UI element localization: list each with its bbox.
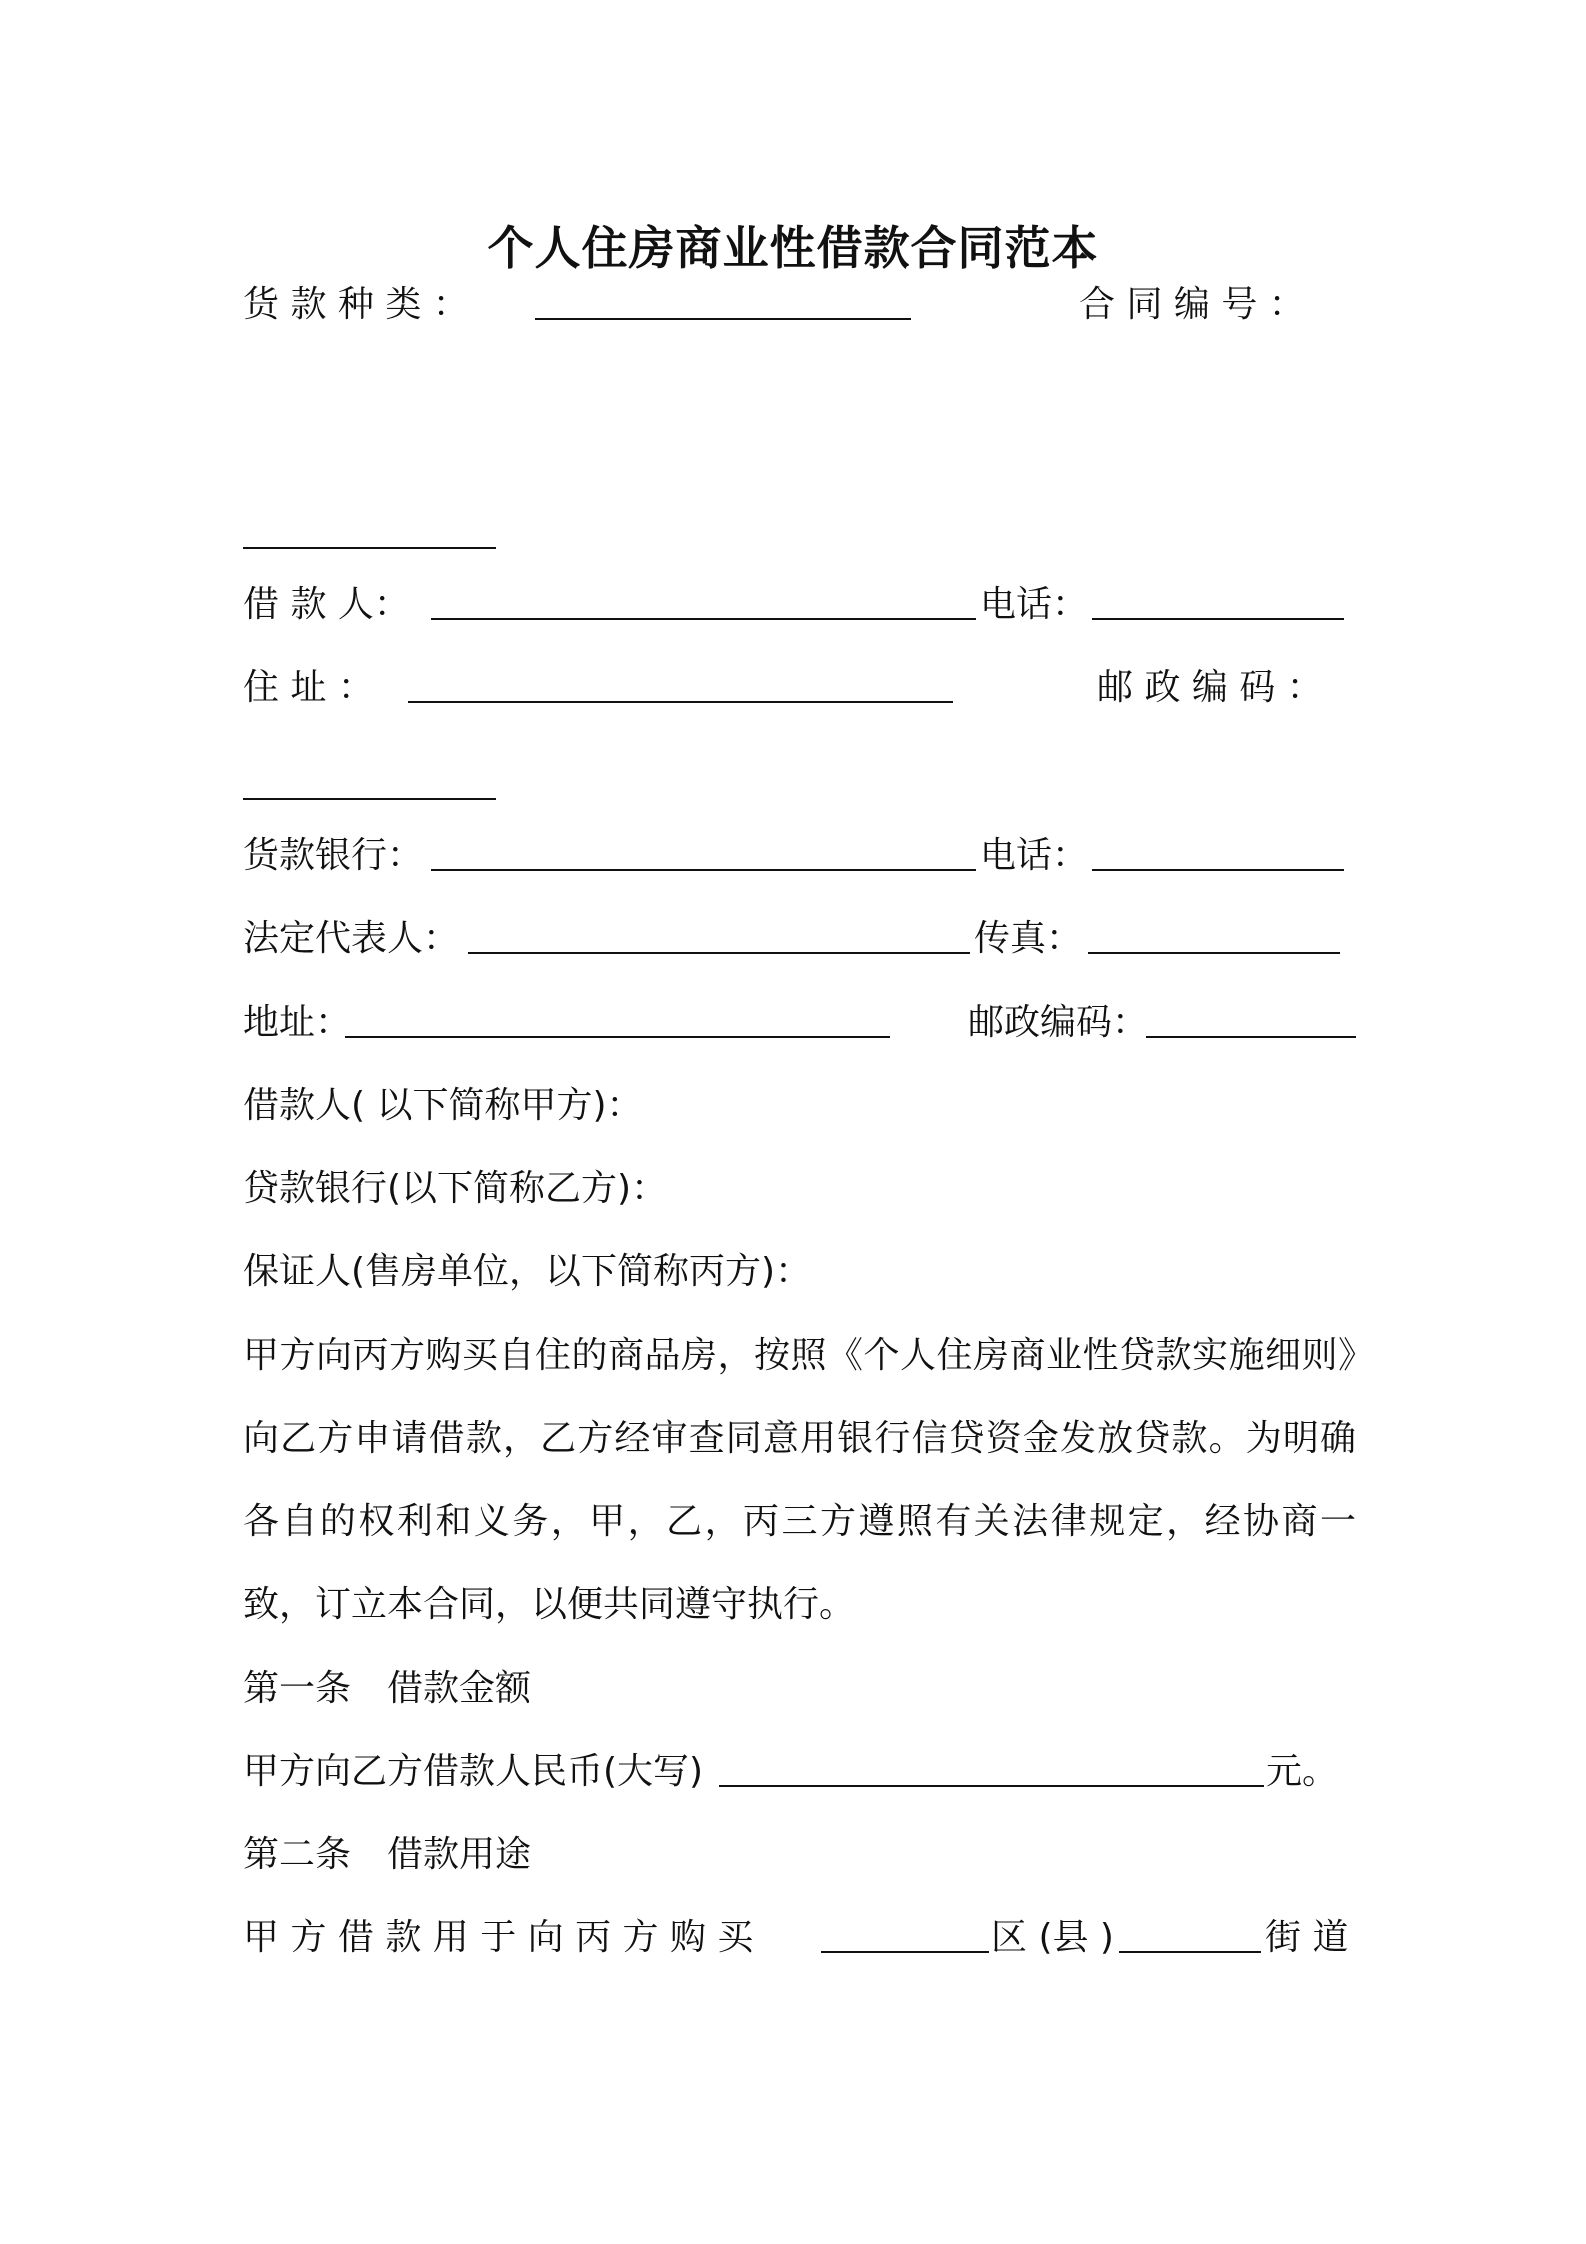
fax-blank[interactable] <box>1088 952 1340 954</box>
row-postcode-continued <box>243 756 1356 806</box>
row-legal-representative <box>243 914 1356 964</box>
bank-postcode-label: 邮政编码： <box>968 1002 1149 1043</box>
row-contract-number-continued <box>243 505 1356 555</box>
postcode-label: 邮 政 编 码 ： <box>1097 667 1323 708</box>
row-loan-type <box>243 280 1356 330</box>
loan-amount-blank[interactable] <box>719 1785 1264 1787</box>
borrower-phone-label: 电话： <box>980 584 1089 625</box>
row-bank <box>243 831 1356 881</box>
article-2-text <box>243 1913 1356 1963</box>
loan-type-label: 货 款 种 类 ： <box>243 284 469 325</box>
bank-phone-label: 电话： <box>980 835 1089 876</box>
article-1-prefix: 甲方向乙方借款人民币(大写) <box>243 1751 704 1792</box>
borrower-blank[interactable] <box>431 618 976 620</box>
address-label: 住 址 ： <box>243 667 374 708</box>
bank-address-blank[interactable] <box>345 1036 890 1038</box>
borrower-label: 借 款 人： <box>243 584 410 625</box>
street-blank[interactable] <box>1119 1951 1261 1953</box>
district-blank[interactable] <box>821 1951 989 1953</box>
row-address <box>243 663 1356 713</box>
article-1-suffix: 元。 <box>1266 1751 1339 1792</box>
loan-type-blank[interactable] <box>535 318 911 320</box>
district-label: 区 (县 ) <box>991 1917 1114 1958</box>
legal-representative-blank[interactable] <box>468 952 970 954</box>
intro-paragraph: 甲方向丙方购买自住的商品房，按照《个人住房商业性贷款实施细则》向乙方申请借款，乙方经审查同意用银行信贷资金发放贷款。为明确各自的权利和义务，甲，乙，丙三方遵照有关法律规定，经协商一致，订立本合同，以便共同遵守执行。 <box>243 1335 1356 1625</box>
article-2-heading: 第二条 借款用途 <box>243 1834 532 1875</box>
row-bank-address <box>243 998 1356 1048</box>
contract-number-blank[interactable] <box>243 547 496 549</box>
address-blank[interactable] <box>408 701 953 703</box>
bank-phone-blank[interactable] <box>1092 869 1344 871</box>
bank-label: 货款银行： <box>243 835 424 876</box>
party-b-line: 贷款银行(以下简称乙方)： <box>243 1168 668 1209</box>
legal-representative-label: 法定代表人： <box>243 918 460 959</box>
article-2-prefix: 甲 方 借 款 用 于 向 丙 方 购 买 <box>243 1917 754 1958</box>
contract-number-label: 合 同 编 号 ： <box>1079 284 1305 325</box>
bank-blank[interactable] <box>431 869 976 871</box>
fax-label: 传真： <box>974 918 1083 959</box>
bank-address-label: 地址： <box>243 1002 352 1043</box>
party-a-line: 借款人( 以下简称甲方)： <box>243 1085 643 1126</box>
document-title: 个人住房商业性借款合同范本 <box>487 221 1099 275</box>
street-label: 街 道 <box>1265 1917 1349 1958</box>
bank-postcode-blank[interactable] <box>1146 1036 1356 1038</box>
borrower-phone-blank[interactable] <box>1092 618 1344 620</box>
postcode-blank[interactable] <box>243 798 496 800</box>
article-1-heading: 第一条 借款金额 <box>243 1668 532 1709</box>
article-1-text <box>243 1747 1356 1797</box>
row-borrower <box>243 580 1356 630</box>
party-c-line: 保证人(售房单位，以下简称丙方)： <box>243 1251 812 1292</box>
